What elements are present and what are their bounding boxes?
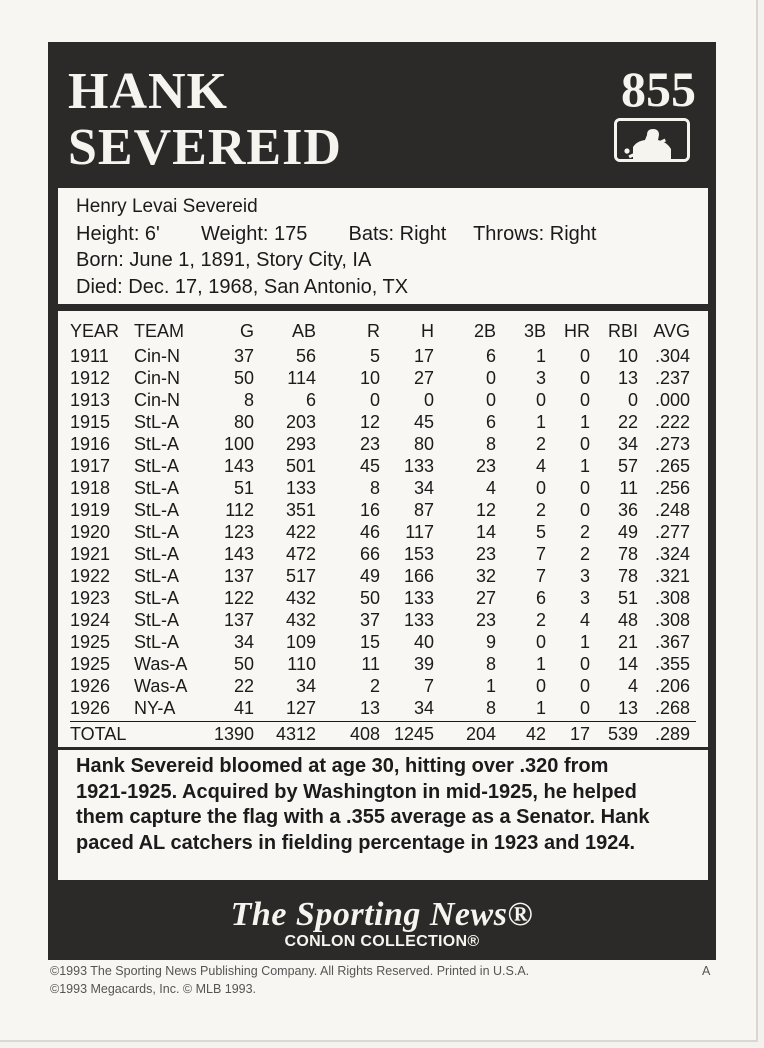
cell-hr: 0	[579, 500, 590, 520]
cell-3b: 1	[535, 346, 546, 366]
header-avg: AVG	[653, 321, 690, 341]
cell-rbi: 0	[627, 390, 638, 410]
total-g: 1390	[213, 724, 254, 744]
stats-row	[70, 499, 690, 521]
cell-ab: 109	[285, 632, 316, 652]
cell-rbi: 13	[617, 698, 638, 718]
cell-rbi: 14	[617, 654, 638, 674]
cell-rbi: 13	[617, 368, 638, 388]
header-2b: 2B	[473, 321, 496, 341]
cell-rbi: 48	[617, 610, 638, 630]
cell-team: Cin-N	[134, 346, 181, 366]
cell-r: 66	[359, 544, 380, 564]
cell-year: 1926	[70, 698, 111, 718]
summary-line: 1921-1925. Acquired by Washington in mid-1925, he helped	[76, 780, 637, 803]
header-3b: 3B	[523, 321, 546, 341]
cell-ab: 203	[285, 412, 316, 432]
cell-team: StL-A	[134, 478, 180, 498]
cell-avg: .268	[654, 698, 690, 718]
cell-year: 1918	[70, 478, 111, 498]
cell-team: NY-A	[134, 698, 176, 718]
copyright-line-2: ©1993 Megacards, Inc. © MLB 1993.	[50, 982, 257, 996]
cell-ab: 501	[285, 456, 316, 476]
cell-h: 34	[413, 698, 434, 718]
cell-avg: .222	[654, 412, 690, 432]
cell-hr: 3	[579, 588, 590, 608]
full-name: Henry Levai Severeid	[76, 196, 258, 217]
cell-2b: 32	[475, 566, 496, 586]
cell-hr: 3	[579, 566, 590, 586]
cell-ab: 422	[285, 522, 316, 542]
cell-rbi: 4	[627, 676, 638, 696]
cell-rbi: 36	[617, 500, 638, 520]
cell-ab: 472	[285, 544, 316, 564]
cell-g: 37	[233, 346, 254, 366]
cell-year: 1924	[70, 610, 111, 630]
cell-avg: .237	[654, 368, 690, 388]
cell-g: 143	[223, 456, 254, 476]
cell-year: 1915	[70, 412, 111, 432]
cell-rbi: 78	[617, 544, 638, 564]
stats-panel	[58, 311, 708, 747]
cell-hr: 2	[579, 544, 590, 564]
cell-g: 80	[233, 412, 254, 432]
cell-2b: 23	[475, 544, 496, 564]
cell-avg: .256	[654, 478, 690, 498]
header-hr: HR	[564, 321, 590, 341]
cell-team: StL-A	[134, 566, 180, 586]
cell-3b: 6	[535, 588, 546, 608]
print-variant: A	[702, 964, 711, 978]
cell-team: StL-A	[134, 522, 180, 542]
cell-3b: 2	[535, 434, 546, 454]
cell-3b: 5	[535, 522, 546, 542]
total-2b: 204	[465, 724, 496, 744]
cell-avg: .000	[654, 390, 690, 410]
cell-h: 87	[413, 500, 434, 520]
cell-year: 1911	[70, 346, 109, 366]
cell-ab: 6	[305, 390, 316, 410]
total-3b: 42	[525, 724, 546, 744]
cell-year: 1917	[70, 456, 111, 476]
stats-row	[70, 433, 690, 455]
cell-team: StL-A	[134, 500, 180, 520]
cell-avg: .273	[654, 434, 690, 454]
total-r: 408	[349, 724, 380, 744]
cell-g: 143	[223, 544, 254, 564]
cell-2b: 0	[485, 390, 496, 410]
summary-line: paced AL catchers in fielding percentage in 1923 and 1924.	[76, 831, 636, 854]
cell-3b: 2	[535, 610, 546, 630]
conlon-collection: CONLON COLLECTION®	[284, 933, 480, 950]
cell-h: 117	[405, 522, 434, 542]
total-rbi: 539	[607, 724, 638, 744]
stats-row	[70, 653, 690, 675]
cell-g: 41	[233, 698, 254, 718]
total-label: TOTAL	[70, 724, 127, 744]
cell-rbi: 49	[617, 522, 638, 542]
cell-hr: 0	[579, 676, 590, 696]
stats-row	[70, 587, 690, 609]
cell-year: 1925	[70, 654, 111, 674]
cell-h: 34	[413, 478, 434, 498]
cell-year: 1912	[70, 368, 111, 388]
stats-row	[70, 631, 690, 653]
total-ab: 4312	[275, 724, 316, 744]
cell-avg: .308	[654, 588, 690, 608]
cell-3b: 1	[535, 412, 546, 432]
header-h: H	[421, 321, 434, 341]
stats-row	[70, 543, 690, 565]
cell-g: 50	[233, 368, 254, 388]
totals-table	[70, 723, 690, 745]
cell-rbi: 34	[617, 434, 638, 454]
cell-2b: 12	[475, 500, 496, 520]
cell-r: 12	[359, 412, 380, 432]
cell-h: 133	[403, 456, 434, 476]
cell-h: 153	[403, 544, 434, 564]
stats-header-row	[70, 317, 690, 345]
mlb-logo-icon	[614, 118, 690, 162]
cell-team: StL-A	[134, 544, 180, 564]
player-last-name: SEVEREID	[68, 119, 342, 176]
cell-3b: 3	[535, 368, 546, 388]
cell-g: 137	[223, 566, 254, 586]
cell-avg: .248	[654, 500, 690, 520]
cell-team: Was-A	[134, 654, 188, 674]
cell-team: StL-A	[134, 434, 180, 454]
cell-h: 39	[413, 654, 434, 674]
cell-3b: 7	[535, 544, 546, 564]
career-summary	[58, 750, 708, 880]
cell-year: 1919	[70, 500, 111, 520]
cell-3b: 7	[535, 566, 546, 586]
cell-team: StL-A	[134, 632, 180, 652]
cell-year: 1926	[70, 676, 111, 696]
cell-team: Cin-N	[134, 368, 181, 388]
cell-g: 22	[233, 676, 254, 696]
cell-rbi: 22	[617, 412, 638, 432]
cell-r: 23	[359, 434, 380, 454]
cell-r: 5	[369, 346, 380, 366]
cell-h: 27	[413, 368, 434, 388]
cell-hr: 0	[579, 368, 590, 388]
total-divider	[70, 721, 696, 722]
stats-row	[70, 477, 690, 499]
cell-r: 11	[361, 654, 380, 674]
cell-3b: 0	[535, 478, 546, 498]
weight: Weight: 175	[201, 222, 308, 245]
card-number: 855	[621, 61, 696, 117]
cell-hr: 1	[579, 632, 590, 652]
cell-h: 7	[423, 676, 434, 696]
cell-avg: .277	[654, 522, 690, 542]
summary-line: Hank Severeid bloomed at age 30, hitting over .320 from	[76, 755, 609, 777]
cell-r: 50	[359, 588, 380, 608]
cell-r: 2	[369, 676, 380, 696]
stats-row	[70, 565, 690, 587]
summary-line: them capture the flag with a .355 average as a Senator. Hank	[76, 806, 650, 828]
cell-team: StL-A	[134, 456, 180, 476]
copyright-line-1: ©1993 The Sporting News Publishing Company. All Rights Reserved. Printed in U.S.A.	[50, 964, 530, 978]
cell-3b: 1	[535, 698, 546, 718]
sporting-news-logo: The Sporting News®	[230, 896, 534, 933]
cell-ab: 517	[285, 566, 316, 586]
cell-team: Was-A	[134, 676, 188, 696]
header-ab: AB	[291, 321, 316, 341]
cell-2b: 6	[485, 346, 496, 366]
cell-rbi: 57	[617, 456, 638, 476]
died-line: Died: Dec. 17, 1968, San Antonio, TX	[76, 275, 409, 298]
cell-team: Cin-N	[134, 390, 181, 410]
bats: Bats: Right	[348, 222, 447, 245]
cell-2b: 23	[475, 456, 496, 476]
cell-g: 123	[223, 522, 254, 542]
cell-ab: 351	[285, 500, 316, 520]
cell-r: 37	[359, 610, 380, 630]
cell-g: 34	[233, 632, 254, 652]
bio-panel	[58, 188, 708, 304]
cell-r: 15	[359, 632, 380, 652]
header-team: TEAM	[134, 321, 185, 341]
cell-2b: 9	[485, 632, 496, 652]
cell-2b: 0	[485, 368, 496, 388]
cell-year: 1921	[70, 544, 111, 564]
cell-3b: 0	[535, 390, 546, 410]
cell-h: 133	[403, 588, 434, 608]
cell-team: StL-A	[134, 588, 180, 608]
cell-ab: 34	[295, 676, 316, 696]
header-g: G	[239, 321, 254, 341]
total-h: 1245	[393, 724, 434, 744]
cell-ab: 432	[285, 588, 316, 608]
cell-hr: 0	[579, 346, 590, 366]
cell-g: 51	[233, 478, 254, 498]
cell-3b: 1	[535, 654, 546, 674]
cell-2b: 27	[475, 588, 496, 608]
totals-row	[70, 723, 690, 745]
cell-ab: 432	[285, 610, 316, 630]
cell-g: 112	[225, 500, 254, 520]
header-r: R	[367, 321, 380, 341]
cell-year: 1923	[70, 588, 111, 608]
cell-2b: 14	[475, 522, 496, 542]
cell-ab: 293	[285, 434, 316, 454]
player-first-name: HANK	[68, 63, 228, 120]
cell-hr: 0	[579, 390, 590, 410]
stats-row	[70, 697, 690, 719]
cell-hr: 0	[579, 478, 590, 498]
cell-3b: 4	[535, 456, 546, 476]
cell-year: 1922	[70, 566, 111, 586]
cell-r: 8	[369, 478, 380, 498]
cell-g: 50	[233, 654, 254, 674]
cell-ab: 133	[285, 478, 316, 498]
cell-hr: 1	[579, 412, 590, 432]
cell-year: 1916	[70, 434, 111, 454]
cell-h: 80	[413, 434, 434, 454]
physical-line	[76, 221, 708, 248]
cell-3b: 0	[535, 676, 546, 696]
cell-hr: 1	[579, 456, 590, 476]
stats-row	[70, 609, 690, 631]
cell-rbi: 21	[617, 632, 638, 652]
total-hr: 17	[569, 724, 590, 744]
cell-h: 45	[413, 412, 434, 432]
stats-row	[70, 345, 690, 367]
cell-rbi: 78	[617, 566, 638, 586]
cell-2b: 8	[485, 434, 496, 454]
cell-year: 1913	[70, 390, 111, 410]
cell-2b: 6	[485, 412, 496, 432]
cell-rbi: 51	[617, 588, 638, 608]
cell-2b: 8	[485, 654, 496, 674]
height: Height: 6'	[76, 222, 160, 245]
cell-avg: .355	[654, 654, 690, 674]
stats-table	[70, 317, 690, 719]
cell-h: 0	[423, 390, 434, 410]
cell-year: 1925	[70, 632, 111, 652]
throws: Throws: Right	[473, 222, 597, 245]
cell-avg: .304	[654, 346, 690, 366]
cell-r: 49	[359, 566, 380, 586]
cell-avg: .206	[654, 676, 690, 696]
cell-r: 46	[359, 522, 380, 542]
cell-g: 137	[223, 610, 254, 630]
header-year: YEAR	[70, 321, 120, 341]
born-line: Born: June 1, 1891, Story City, IA	[76, 249, 372, 271]
cell-r: 13	[359, 698, 380, 718]
stats-row	[70, 367, 690, 389]
cell-ab: 114	[287, 368, 316, 388]
cell-hr: 0	[579, 434, 590, 454]
cell-g: 8	[243, 390, 254, 410]
cell-r: 45	[359, 456, 380, 476]
cell-avg: .324	[654, 544, 690, 564]
cell-h: 40	[413, 632, 434, 652]
cell-2b: 8	[485, 698, 496, 718]
cell-avg: .308	[654, 610, 690, 630]
cell-rbi: 10	[617, 346, 638, 366]
cell-g: 122	[223, 588, 254, 608]
cell-hr: 2	[579, 522, 590, 542]
cell-ab: 110	[287, 654, 316, 674]
cell-g: 100	[223, 434, 254, 454]
cell-r: 16	[359, 500, 380, 520]
cell-ab: 127	[285, 698, 316, 718]
cell-ab: 56	[295, 346, 316, 366]
cell-h: 166	[403, 566, 434, 586]
cell-3b: 0	[535, 632, 546, 652]
cell-avg: .321	[654, 566, 690, 586]
stats-row	[70, 455, 690, 477]
cell-2b: 4	[485, 478, 496, 498]
cell-h: 133	[403, 610, 434, 630]
cell-avg: .265	[654, 456, 690, 476]
stats-row	[70, 411, 690, 433]
stats-row	[70, 675, 690, 697]
cell-hr: 0	[579, 654, 590, 674]
cell-3b: 2	[535, 500, 546, 520]
cell-team: StL-A	[134, 610, 180, 630]
stats-row	[70, 389, 690, 411]
cell-h: 17	[413, 346, 434, 366]
cell-avg: .367	[654, 632, 690, 652]
cell-2b: 23	[475, 610, 496, 630]
cell-r: 0	[369, 390, 380, 410]
stats-row	[70, 521, 690, 543]
cell-team: StL-A	[134, 412, 180, 432]
cell-rbi: 11	[619, 478, 638, 498]
cell-2b: 1	[485, 676, 496, 696]
cell-year: 1920	[70, 522, 111, 542]
header-rbi: RBI	[607, 321, 638, 341]
cell-hr: 4	[579, 610, 590, 630]
cell-hr: 0	[579, 698, 590, 718]
total-avg: .289	[654, 724, 690, 744]
stats-body	[70, 345, 690, 719]
cell-r: 10	[359, 368, 380, 388]
